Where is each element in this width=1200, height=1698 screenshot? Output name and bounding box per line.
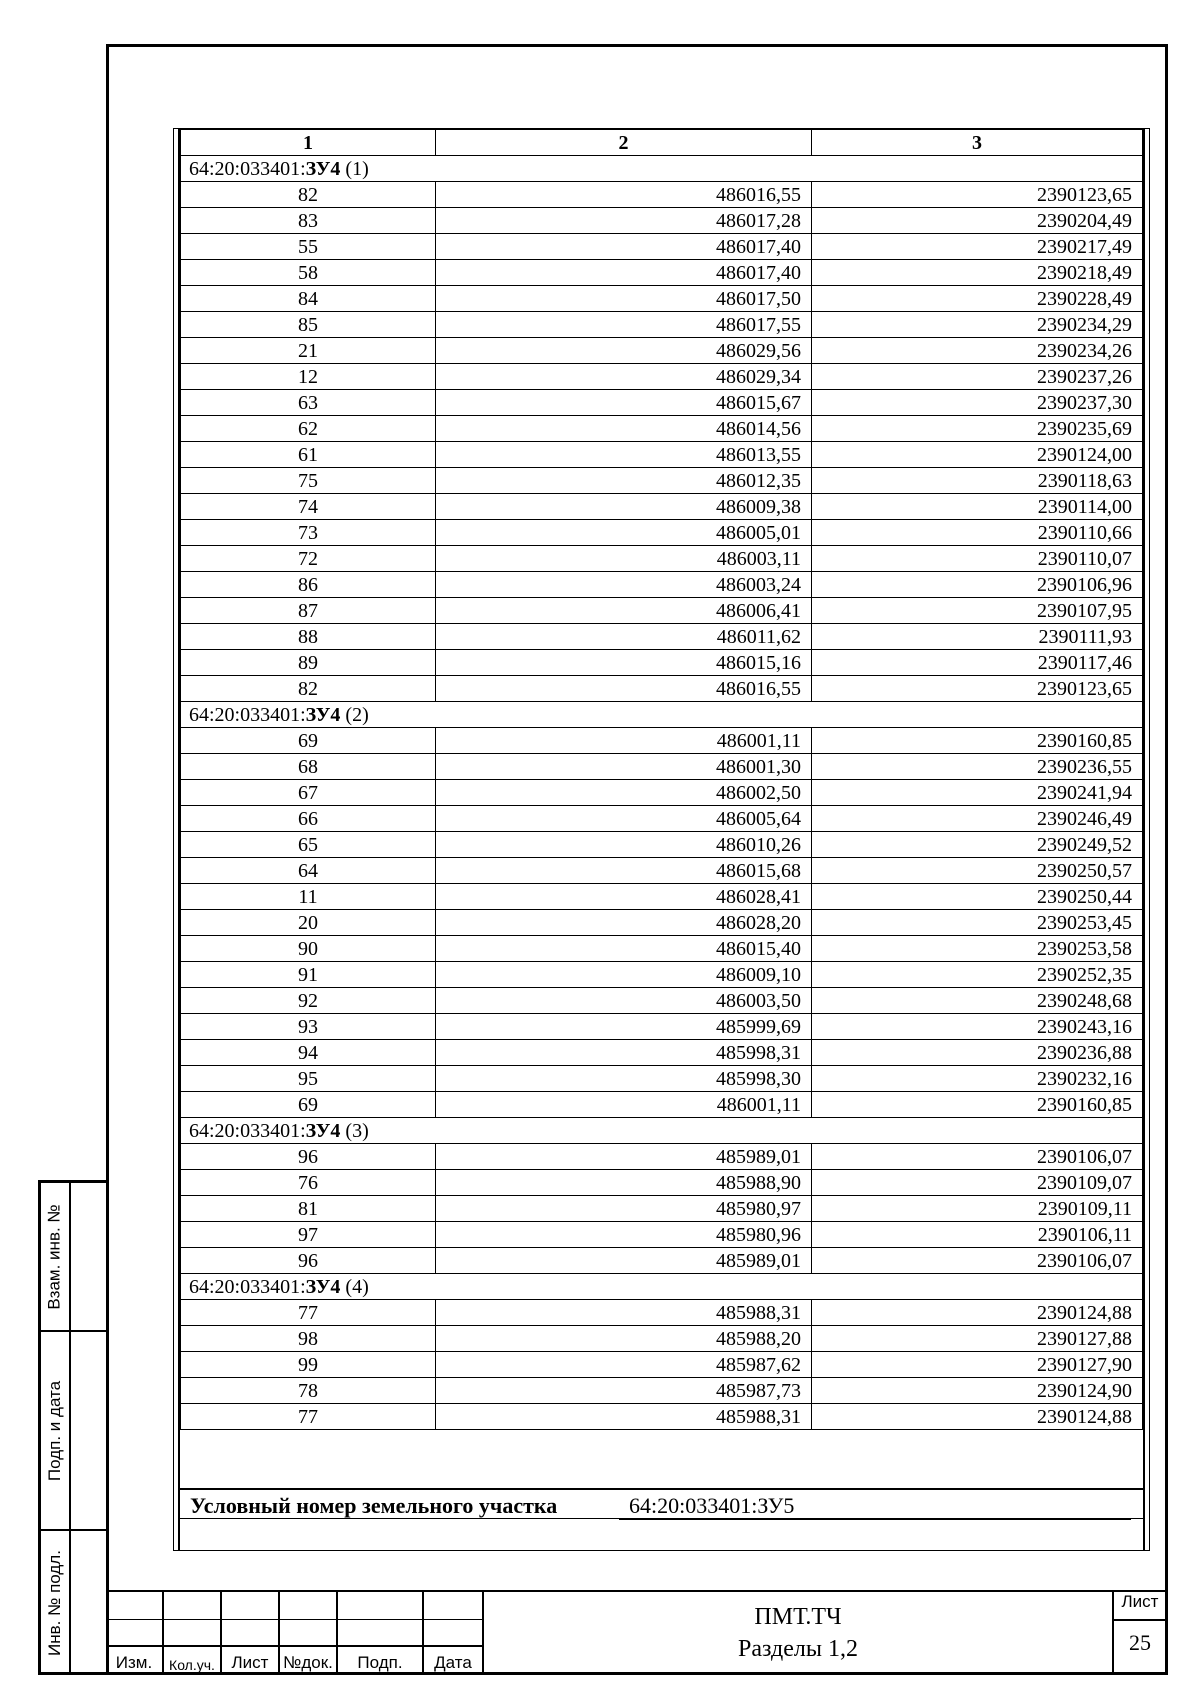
point-number: 11 [181,884,436,910]
table-row [181,208,1143,234]
side-stamp-inv-podl [41,1531,69,1675]
point-number: 58 [181,260,436,286]
coordinate-y: 2390253,45 [812,910,1143,936]
coordinate-x: 486005,64 [436,806,812,832]
point-number: 74 [181,494,436,520]
coordinate-y: 2390228,49 [812,286,1143,312]
coordinate-x: 486001,11 [436,728,812,754]
coordinate-x: 486003,11 [436,546,812,572]
cadastral-prefix: 64:20:033401: [189,1275,306,1298]
table-row [181,468,1143,494]
point-number: 68 [181,754,436,780]
coordinates-table-body [178,129,1145,1550]
side-stamp-podp-data [41,1332,69,1529]
point-number: 88 [181,624,436,650]
coordinate-x: 485998,31 [436,1040,812,1066]
coordinate-y: 2390117,46 [812,650,1143,676]
table-row [181,962,1143,988]
coordinate-y: 2390124,88 [812,1300,1143,1326]
coordinate-y: 2390237,30 [812,390,1143,416]
point-number: 82 [181,182,436,208]
parcel-group-label [181,702,1143,728]
coordinate-x: 486017,55 [436,312,812,338]
coordinate-y: 2390124,90 [812,1378,1143,1404]
point-number: 81 [181,1196,436,1222]
coordinate-y: 2390253,58 [812,936,1143,962]
point-number: 61 [181,442,436,468]
point-number: 77 [181,1300,436,1326]
coordinate-x: 485989,01 [436,1144,812,1170]
coordinate-x: 486016,55 [436,676,812,702]
column-header-1: 1 [181,130,436,156]
point-number: 90 [181,936,436,962]
table-row [181,312,1143,338]
table-row [181,572,1143,598]
point-number: 86 [181,572,436,598]
coordinate-x: 485988,31 [436,1404,812,1430]
point-number: 21 [181,338,436,364]
coordinate-x: 486006,41 [436,598,812,624]
column-header-3: 3 [812,130,1143,156]
document-code: ПМТ.ТЧ [754,1604,842,1630]
parcel-part: (4) [340,1275,369,1298]
table-row [181,780,1143,806]
coordinate-y: 2390110,66 [812,520,1143,546]
point-number: 98 [181,1326,436,1352]
side-stamp [38,1180,106,1675]
group-header-row [181,702,1143,728]
table-row [181,624,1143,650]
table-row [181,1040,1143,1066]
table-row [181,1404,1143,1430]
sheet-number: 25 [1129,1630,1151,1655]
parcel-group-label [181,1274,1143,1300]
point-number: 97 [181,1222,436,1248]
column-izm: Изм. [115,1653,153,1672]
parcel-code: ЗУ4 [305,703,341,726]
group-header-row [181,1274,1143,1300]
coordinate-y: 2390252,35 [812,962,1143,988]
point-number: 65 [181,832,436,858]
parcel-group-label [181,156,1143,182]
coordinate-y: 2390124,88 [812,1404,1143,1430]
point-number: 94 [181,1040,436,1066]
table-row [181,650,1143,676]
point-number: 76 [181,1170,436,1196]
cadastral-prefix: 64:20:033401: [189,1119,306,1142]
point-number: 55 [181,234,436,260]
coordinate-x: 486011,62 [436,624,812,650]
point-number: 96 [181,1248,436,1274]
coordinate-x: 486003,24 [436,572,812,598]
point-number: 89 [181,650,436,676]
point-number: 66 [181,806,436,832]
point-number: 84 [181,286,436,312]
table-row [181,1222,1143,1248]
point-number: 75 [181,468,436,494]
coordinate-x: 485988,31 [436,1300,812,1326]
parcel-part: (3) [340,1119,369,1142]
table-row [181,1066,1143,1092]
coordinate-x: 485988,20 [436,1326,812,1352]
coordinate-y: 2390241,94 [812,780,1143,806]
coordinate-y: 2390232,16 [812,1066,1143,1092]
coordinate-x: 485987,73 [436,1378,812,1404]
title-block [106,1590,1168,1675]
point-number: 67 [181,780,436,806]
table-row [181,884,1143,910]
document-title: Разделы 1,2 [737,1636,858,1662]
column-podp: Подп. [357,1653,403,1672]
column-header-2: 2 [436,130,812,156]
table-row [181,936,1143,962]
conditional-number-row [180,1488,1143,1519]
table-row [181,858,1143,884]
coordinate-x: 486015,40 [436,936,812,962]
point-number: 82 [181,676,436,702]
coordinate-y: 2390106,07 [812,1144,1143,1170]
coordinate-y: 2390127,90 [812,1352,1143,1378]
coordinate-y: 2390236,88 [812,1040,1143,1066]
coordinate-x: 486028,41 [436,884,812,910]
coordinates-table-frame [173,128,1150,1551]
column-ndok: №док. [283,1653,333,1672]
coordinates-table [180,129,1143,1430]
column-kol-uch: Кол.уч. [169,1657,215,1673]
coordinate-x: 486015,67 [436,390,812,416]
coordinate-x: 485980,97 [436,1196,812,1222]
podp-data-label: Подп. и дата [45,1380,65,1481]
table-row [181,338,1143,364]
coordinate-y: 2390118,63 [812,468,1143,494]
coordinate-x: 486017,50 [436,286,812,312]
point-number: 78 [181,1378,436,1404]
parcel-code: ЗУ4 [305,1119,341,1142]
table-row [181,910,1143,936]
coordinate-y: 2390106,07 [812,1248,1143,1274]
table-row [181,364,1143,390]
point-number: 69 [181,728,436,754]
conditional-number-label: Условный номер земельного участка [190,1493,558,1518]
cadastral-prefix: 64:20:033401: [189,703,306,726]
column-list: Лист [231,1653,269,1672]
coordinate-y: 2390111,93 [812,624,1143,650]
coordinate-x: 486029,56 [436,338,812,364]
point-number: 69 [181,1092,436,1118]
coordinate-y: 2390235,69 [812,416,1143,442]
coordinate-y: 2390249,52 [812,832,1143,858]
coordinate-y: 2390110,07 [812,546,1143,572]
point-number: 77 [181,1404,436,1430]
point-number: 91 [181,962,436,988]
point-number: 95 [181,1066,436,1092]
point-number: 73 [181,520,436,546]
table-row [181,546,1143,572]
point-number: 20 [181,910,436,936]
parcel-part: (2) [340,703,369,726]
coordinate-y: 2390106,96 [812,572,1143,598]
coordinate-y: 2390160,85 [812,1092,1143,1118]
coordinate-x: 485988,90 [436,1170,812,1196]
table-header-row [181,130,1143,156]
coordinate-y: 2390248,68 [812,988,1143,1014]
coordinate-x: 486015,68 [436,858,812,884]
table-row [181,182,1143,208]
coordinate-y: 2390204,49 [812,208,1143,234]
sheet-label: Лист [1121,1592,1159,1611]
coordinate-x: 486010,26 [436,832,812,858]
table-row [181,1014,1143,1040]
coordinate-y: 2390234,29 [812,312,1143,338]
table-row [181,1248,1143,1274]
coordinate-x: 486009,10 [436,962,812,988]
inv-podl-label: Инв. № подл. [45,1550,64,1656]
coordinate-x: 486015,16 [436,650,812,676]
table-row [181,832,1143,858]
coordinate-y: 2390246,49 [812,806,1143,832]
coordinate-x: 486002,50 [436,780,812,806]
coordinate-y: 2390218,49 [812,260,1143,286]
coordinate-y: 2390160,85 [812,728,1143,754]
parcel-part: (1) [340,157,369,180]
table-row [181,1326,1143,1352]
cadastral-prefix: 64:20:033401: [189,157,306,180]
coordinate-x: 486001,30 [436,754,812,780]
table-row [181,1378,1143,1404]
table-row [181,390,1143,416]
coordinate-x: 486028,20 [436,910,812,936]
point-number: 64 [181,858,436,884]
table-row [181,1170,1143,1196]
coordinate-x: 486009,38 [436,494,812,520]
table-row [181,754,1143,780]
group-header-row [181,156,1143,182]
point-number: 12 [181,364,436,390]
table-row [181,416,1143,442]
coordinate-y: 2390107,95 [812,598,1143,624]
point-number: 87 [181,598,436,624]
table-row [181,494,1143,520]
coordinate-y: 2390250,57 [812,858,1143,884]
coordinate-x: 486005,01 [436,520,812,546]
parcel-code: ЗУ4 [305,1275,341,1298]
coordinate-y: 2390234,26 [812,338,1143,364]
coordinate-x: 485999,69 [436,1014,812,1040]
coordinate-y: 2390217,49 [812,234,1143,260]
table-row [181,988,1143,1014]
coordinate-x: 486016,55 [436,182,812,208]
coordinate-y: 2390236,55 [812,754,1143,780]
coordinate-y: 2390127,88 [812,1326,1143,1352]
coordinate-x: 486017,40 [436,234,812,260]
coordinate-x: 485987,62 [436,1352,812,1378]
table-row [181,598,1143,624]
group-header-row [181,1118,1143,1144]
coordinate-y: 2390250,44 [812,884,1143,910]
column-data: Дата [434,1653,472,1672]
table-row [181,260,1143,286]
table-row [181,442,1143,468]
point-number: 96 [181,1144,436,1170]
table-row [181,1196,1143,1222]
table-row [181,806,1143,832]
table-row [181,676,1143,702]
coordinate-y: 2390123,65 [812,676,1143,702]
table-row [181,1144,1143,1170]
table-row [181,728,1143,754]
zam-inv-label: Взам. инв. № [45,1203,65,1310]
conditional-number-value: 64:20:033401:ЗУ5 [619,1493,1131,1520]
coordinate-y: 2390237,26 [812,364,1143,390]
point-number: 72 [181,546,436,572]
coordinate-x: 486003,50 [436,988,812,1014]
coordinate-y: 2390109,07 [812,1170,1143,1196]
coordinate-x: 486012,35 [436,468,812,494]
coordinate-x: 486014,56 [436,416,812,442]
point-number: 92 [181,988,436,1014]
coordinate-y: 2390114,00 [812,494,1143,520]
table-row [181,1092,1143,1118]
point-number: 99 [181,1352,436,1378]
coordinate-x: 486013,55 [436,442,812,468]
point-number: 63 [181,390,436,416]
coordinate-y: 2390109,11 [812,1196,1143,1222]
side-stamp-zam-inv [41,1183,69,1330]
coordinate-x: 486017,40 [436,260,812,286]
table-row [181,520,1143,546]
point-number: 85 [181,312,436,338]
point-number: 62 [181,416,436,442]
coordinate-y: 2390124,00 [812,442,1143,468]
coordinate-y: 2390123,65 [812,182,1143,208]
parcel-group-label [181,1118,1143,1144]
table-row [181,1352,1143,1378]
coordinate-x: 485980,96 [436,1222,812,1248]
coordinate-x: 486017,28 [436,208,812,234]
coordinate-x: 486029,34 [436,364,812,390]
coordinate-x: 486001,11 [436,1092,812,1118]
coordinate-y: 2390243,16 [812,1014,1143,1040]
table-row [181,234,1143,260]
table-row [181,286,1143,312]
point-number: 93 [181,1014,436,1040]
table-row [181,1300,1143,1326]
coordinate-y: 2390106,11 [812,1222,1143,1248]
coordinate-x: 485998,30 [436,1066,812,1092]
point-number: 83 [181,208,436,234]
parcel-code: ЗУ4 [305,157,341,180]
coordinate-x: 485989,01 [436,1248,812,1274]
